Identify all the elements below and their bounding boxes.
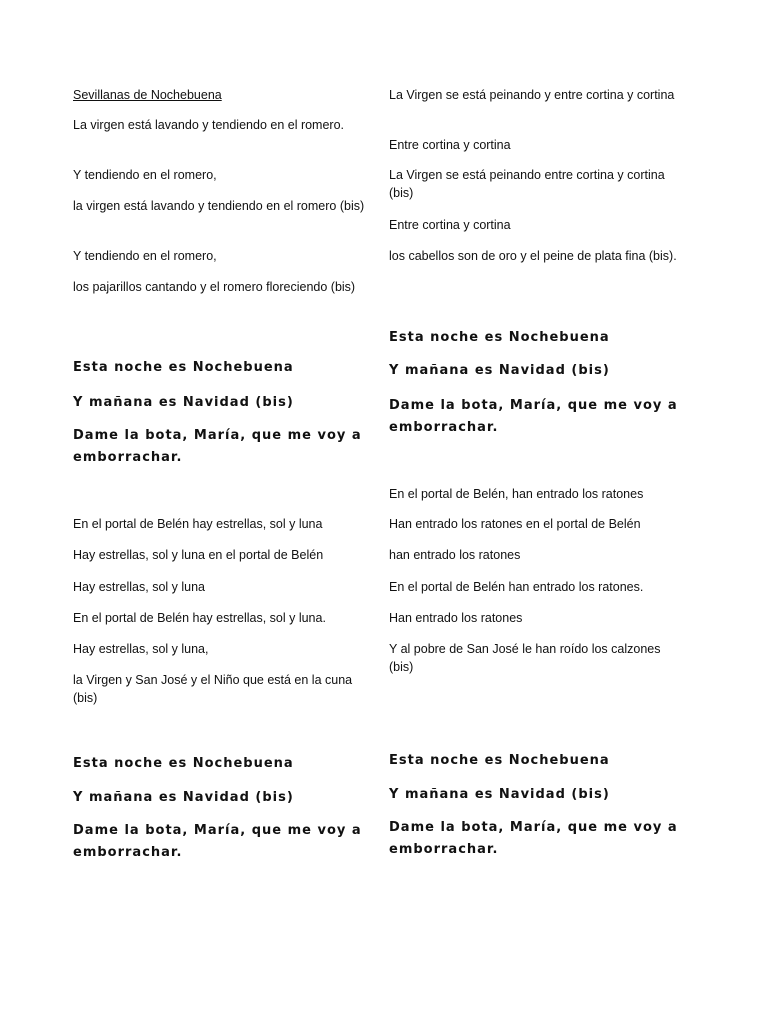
chorus-line: Esta noche es Nochebuena — [73, 756, 294, 771]
verse-line: Han entrado los ratones — [389, 611, 523, 625]
verse-line: la Virgen y San José y el Niño que está en la cuna (bis) — [73, 673, 353, 705]
chorus-line: Dame la bota, María, que me voy a emborrachar. — [73, 823, 362, 860]
chorus-line: Y mañana es Navidad (bis) — [389, 363, 610, 378]
verse-line: Han entrado los ratones en el portal de Belén — [389, 517, 641, 531]
verse-line: Y al pobre de San José le han roído los calzones (bis) — [389, 642, 661, 674]
verse-line: Hay estrellas, sol y luna, — [73, 642, 209, 656]
chorus-line: Esta noche es Nochebuena — [389, 753, 610, 768]
chorus-line: Y mañana es Navidad (bis) — [73, 395, 294, 410]
chorus-line: Y mañana es Navidad (bis) — [73, 790, 294, 805]
verse-line: La Virgen se está peinando y entre cortina y cortina — [389, 88, 675, 102]
verse-line: los pajarillos cantando y el romero floreciendo (bis) — [73, 280, 356, 294]
chorus-line: Esta noche es Nochebuena — [73, 360, 294, 375]
chorus-line: Dame la bota, María, que me voy a emborrachar. — [389, 820, 678, 857]
verse-line: Y tendiendo en el romero, — [73, 249, 217, 263]
verse-line: Entre cortina y cortina — [389, 218, 511, 232]
verse-line: han entrado los ratones — [389, 548, 521, 562]
verse-line: Entre cortina y cortina — [389, 138, 511, 152]
verse-line: la virgen está lavando y tendiendo en el romero (bis) — [73, 199, 365, 213]
verse-line: Y tendiendo en el romero, — [73, 168, 217, 182]
chorus-line: Dame la bota, María, que me voy a emborrachar. — [73, 428, 362, 465]
chorus-line: Y mañana es Navidad (bis) — [389, 787, 610, 802]
verse-line: La virgen está lavando y tendiendo en el romero. — [73, 118, 345, 132]
verse-line: Hay estrellas, sol y luna — [73, 580, 206, 594]
verse-line: La Virgen se está peinando entre cortina y cortina (bis) — [389, 168, 665, 200]
verse-line: Hay estrellas, sol y luna en el portal de Belén — [73, 548, 324, 562]
chorus-line: Dame la bota, María, que me voy a emborrachar. — [389, 398, 678, 435]
chorus-line: Esta noche es Nochebuena — [389, 330, 610, 345]
verse-line: En el portal de Belén, han entrado los ratones — [389, 487, 644, 501]
song-title: Sevillanas de Nochebuena — [73, 88, 222, 102]
verse-line: los cabellos son de oro y el peine de plata fina (bis). — [389, 249, 677, 263]
verse-line: En el portal de Belén hay estrellas, sol y luna — [73, 517, 323, 531]
verse-line: En el portal de Belén hay estrellas, sol y luna. — [73, 611, 326, 625]
verse-line: En el portal de Belén han entrado los ratones. — [389, 580, 644, 594]
